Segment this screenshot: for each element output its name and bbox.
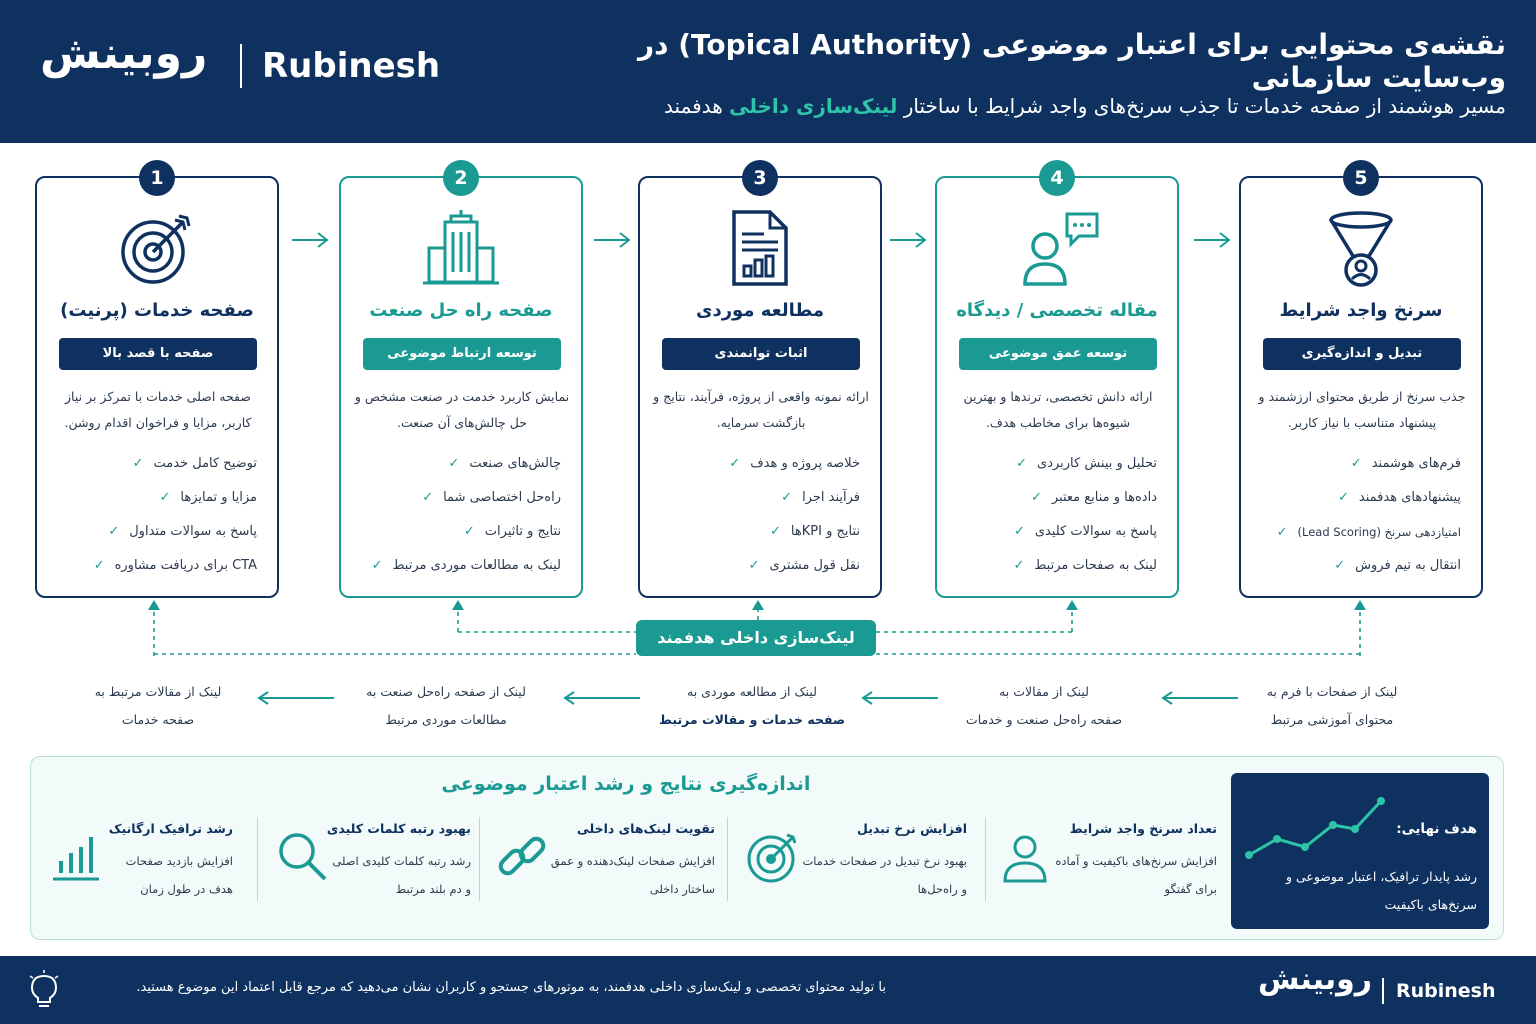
left-arrow-icon — [1160, 690, 1240, 706]
card-checklist — [951, 453, 1157, 589]
check-icon: ✓ — [748, 558, 760, 573]
check-icon: ✓ — [1016, 456, 1028, 471]
check-item: پاسخ به سوالات کلیدی✓ — [1013, 524, 1157, 539]
step-number: 4 — [1039, 160, 1075, 196]
left-arrow-icon — [860, 690, 940, 706]
card-title: سرنخ واجد شرایط — [1279, 300, 1443, 321]
metric-organic-traffic — [51, 821, 233, 929]
divider — [479, 817, 480, 901]
logo-english: Rubinesh — [262, 46, 441, 86]
card-title: صفحه راه حل صنعت — [369, 300, 553, 321]
subtitle-highlight: لینک‌سازی داخلی — [729, 94, 898, 118]
card-description: نمایش کاربرد خدمت در صنعت مشخص و حل چالش‌های آن صنعت. — [354, 389, 570, 430]
check-icon: ✓ — [729, 456, 741, 471]
card-badge: صفحه با قصد بالا — [59, 338, 257, 370]
step-card-3 — [638, 167, 882, 598]
card-checklist — [51, 453, 257, 589]
check-icon: ✓ — [1013, 558, 1025, 573]
check-icon: ✓ — [463, 524, 475, 539]
card-title: مقاله تخصصی / دیدگاه — [956, 300, 1158, 321]
subtitle-text-start: مسیر هوشمند از صفحه خدمات تا جذب سرنخ‌های واجد شرایط با ساختار — [897, 94, 1506, 118]
metric-description: رشد رتبه کلمات کلیدی اصلی و دم بلند مرتبط — [332, 854, 471, 896]
check-item: نتایج و تاثیرات✓ — [463, 524, 561, 539]
goal-title: هدف نهایی: — [1396, 821, 1477, 837]
step-card-2 — [339, 167, 583, 598]
metric-conversion-rate — [745, 821, 967, 929]
expert-chat-icon — [1009, 208, 1105, 288]
linking-item: لینک از مقالات به صفحه راه‌حل صنعت و خدمات — [965, 684, 1123, 727]
flow-arrow-icon — [888, 230, 928, 250]
flow-arrow-icon — [1192, 230, 1232, 250]
divider — [257, 817, 258, 901]
flow-arrow-icon — [290, 230, 330, 250]
check-icon: ✓ — [422, 490, 434, 505]
check-item: لینک به صفحات مرتبط✓ — [1013, 558, 1157, 573]
linking-item: لینک از صفحه راه‌حل صنعت به مطالعات موردی مرتبط — [366, 684, 526, 727]
subtitle-text-end: هدفمند — [664, 94, 730, 118]
final-goal-box — [1231, 773, 1489, 929]
metric-title: تعداد سرنخ واجد شرایط — [1069, 821, 1217, 836]
check-item: انتقال به تیم فروش✓ — [1334, 558, 1461, 573]
step-number: 5 — [1343, 160, 1379, 196]
check-icon: ✓ — [781, 490, 793, 505]
divider — [985, 817, 986, 901]
linking-item: لینک از مطالعه موردی به صفحه خدمات و مقالات مرتبط — [658, 684, 846, 727]
header — [0, 0, 1536, 143]
check-item: فرم‌های هوشمند✓ — [1350, 456, 1461, 471]
target-icon — [117, 208, 197, 288]
card-badge: توسعه ارتباط موضوعی — [363, 338, 561, 370]
growth-chart-icon — [1245, 795, 1385, 861]
check-item: داده‌ها و منابع معتبر✓ — [1030, 490, 1157, 505]
left-arrow-icon — [562, 690, 642, 706]
metric-title: تقویت لینک‌های داخلی — [576, 821, 715, 836]
building-icon — [421, 208, 501, 288]
funnel-icon — [1321, 208, 1401, 288]
metric-description: افزایش سرنخ‌های باکیفیت و آماده برای گفتگو — [1055, 854, 1217, 896]
check-item: چالش‌های صنعت✓ — [448, 456, 561, 471]
user-icon — [997, 829, 1053, 885]
footer-logo-divider — [1382, 978, 1384, 1004]
check-item: پاسخ به سوالات متداول✓ — [108, 524, 257, 539]
bar-chart-icon — [51, 829, 107, 885]
check-item: نقل قول مشتری✓ — [748, 558, 860, 573]
card-description: ارائه دانش تخصصی، ترندها و بهترین شیوه‌ها برای مخاطب هدف. — [963, 389, 1153, 430]
report-icon — [720, 208, 800, 288]
metric-description: افزایش صفحات لینک‌دهنده و عمق ساختار داخلی — [550, 854, 715, 896]
step-number: 2 — [443, 160, 479, 196]
check-item: فرآیند اجرا✓ — [781, 490, 860, 505]
logo-divider — [240, 44, 242, 88]
metric-qualified-leads — [997, 821, 1217, 929]
check-item: مزایا و تمایزها✓ — [159, 490, 257, 505]
card-title: مطالعه موردی — [695, 300, 825, 321]
check-icon: ✓ — [108, 524, 120, 539]
check-icon: ✓ — [159, 490, 171, 505]
metric-title: رشد ترافیک ارگانیک — [108, 821, 233, 836]
card-checklist — [654, 453, 860, 589]
check-item: لینک به مطالعات موردی مرتبط✓ — [371, 558, 561, 573]
metrics-panel — [30, 756, 1504, 940]
left-arrow-icon — [256, 690, 336, 706]
metric-title: بهبود رتبه کلمات کلیدی — [326, 821, 471, 836]
divider — [727, 817, 728, 901]
check-icon: ✓ — [93, 558, 105, 573]
check-icon: ✓ — [1013, 524, 1025, 539]
check-icon: ✓ — [132, 456, 144, 471]
check-item: راه‌حل اختصاصی شما✓ — [422, 490, 561, 505]
step-card-5 — [1239, 167, 1483, 598]
footer-logo-english: Rubinesh — [1396, 980, 1496, 1002]
footer-logo-persian: روبینش — [1258, 962, 1373, 997]
step-number: 1 — [139, 160, 175, 196]
linking-item: لینک از مقالات مرتبط به صفحه خدمات — [94, 684, 222, 727]
step-number: 3 — [742, 160, 778, 196]
check-icon: ✓ — [1350, 456, 1362, 471]
card-badge: تبدیل و اندازه‌گیری — [1263, 338, 1461, 370]
check-item: CTA برای دریافت مشاوره✓ — [93, 558, 257, 573]
check-item: نتایج و KPIها✓ — [770, 524, 860, 539]
step-card-4 — [935, 167, 1179, 598]
target-icon — [745, 829, 801, 885]
card-description: جذب سرنخ از طریق محتوای ارزشمند و پیشنهاد متناسب با نیاز کاربر. — [1258, 389, 1466, 430]
check-icon: ✓ — [371, 558, 383, 573]
check-icon: ✓ — [1338, 490, 1349, 505]
check-icon: ✓ — [1030, 490, 1042, 505]
link-icon — [495, 829, 551, 885]
check-icon: ✓ — [1276, 525, 1288, 540]
page-subtitle — [506, 94, 1506, 118]
card-title: صفحه خدمات (پرنیت) — [60, 300, 254, 321]
search-icon — [275, 829, 331, 885]
metric-internal-links — [495, 821, 715, 929]
metric-description: بهبود نرخ تبدیل در صفحات خدمات و راه‌حل‌ها — [802, 854, 967, 896]
metric-keyword-rankings — [275, 821, 471, 929]
metric-description: افزایش بازدید صفحات هدف در طول زمان — [125, 854, 233, 896]
page-title: نقشه‌ی محتوایی برای اعتبار موضوعی (Topical Authority) در وب‌سایت سازمانی — [638, 28, 1506, 94]
card-description: صفحه اصلی خدمات با تمرکز بر نیاز کاربر، مزایا و فراخوان اقدام روشن. — [64, 389, 252, 430]
flow-arrow-icon — [592, 230, 632, 250]
goal-description: رشد پایدار ترافیک، اعتبار موضوعی و سرنخ‌های باکیفیت — [1285, 869, 1477, 912]
metric-title: افزایش نرخ تبدیل — [857, 821, 967, 836]
linking-item: لینک از صفحات با فرم به محتوای آموزشی مرتبط — [1266, 684, 1398, 727]
card-badge: اثبات توانمندی — [662, 338, 860, 370]
check-item: امتیازدهی سرنخ (Lead Scoring)✓ — [1276, 525, 1461, 540]
step-card-1 — [35, 167, 279, 598]
card-checklist — [1255, 453, 1461, 589]
metrics-title: اندازه‌گیری نتایج و رشد اعتبار موضوعی — [441, 773, 811, 795]
check-item: تحلیل و بینش کاربردی✓ — [1016, 456, 1157, 471]
card-description: ارائه نمونه واقعی از پروژه، فرآیند، نتایج و بازگشت سرمایه. — [653, 389, 869, 430]
card-checklist — [355, 453, 561, 589]
check-icon: ✓ — [770, 524, 781, 539]
card-badge: توسعه عمق موضوعی — [959, 338, 1157, 370]
internal-linking-label: لینک‌سازی داخلی هدفمند — [636, 620, 876, 656]
footer-text: با تولید محتوای تخصصی و لینک‌سازی داخلی هدفمند، به موتورهای جستجو و کاربران نشان می‌دهید که مرجع قابل اعتماد این موضوع هستید. — [136, 980, 886, 995]
check-item: خلاصه پروژه و هدف✓ — [729, 456, 860, 471]
check-item: پیشنهادهای هدفمند✓ — [1338, 490, 1461, 505]
check-item: توضیح کامل خدمت✓ — [132, 456, 257, 471]
check-icon: ✓ — [1334, 558, 1346, 573]
check-icon: ✓ — [448, 456, 460, 471]
logo-persian: روبینش — [40, 28, 208, 79]
